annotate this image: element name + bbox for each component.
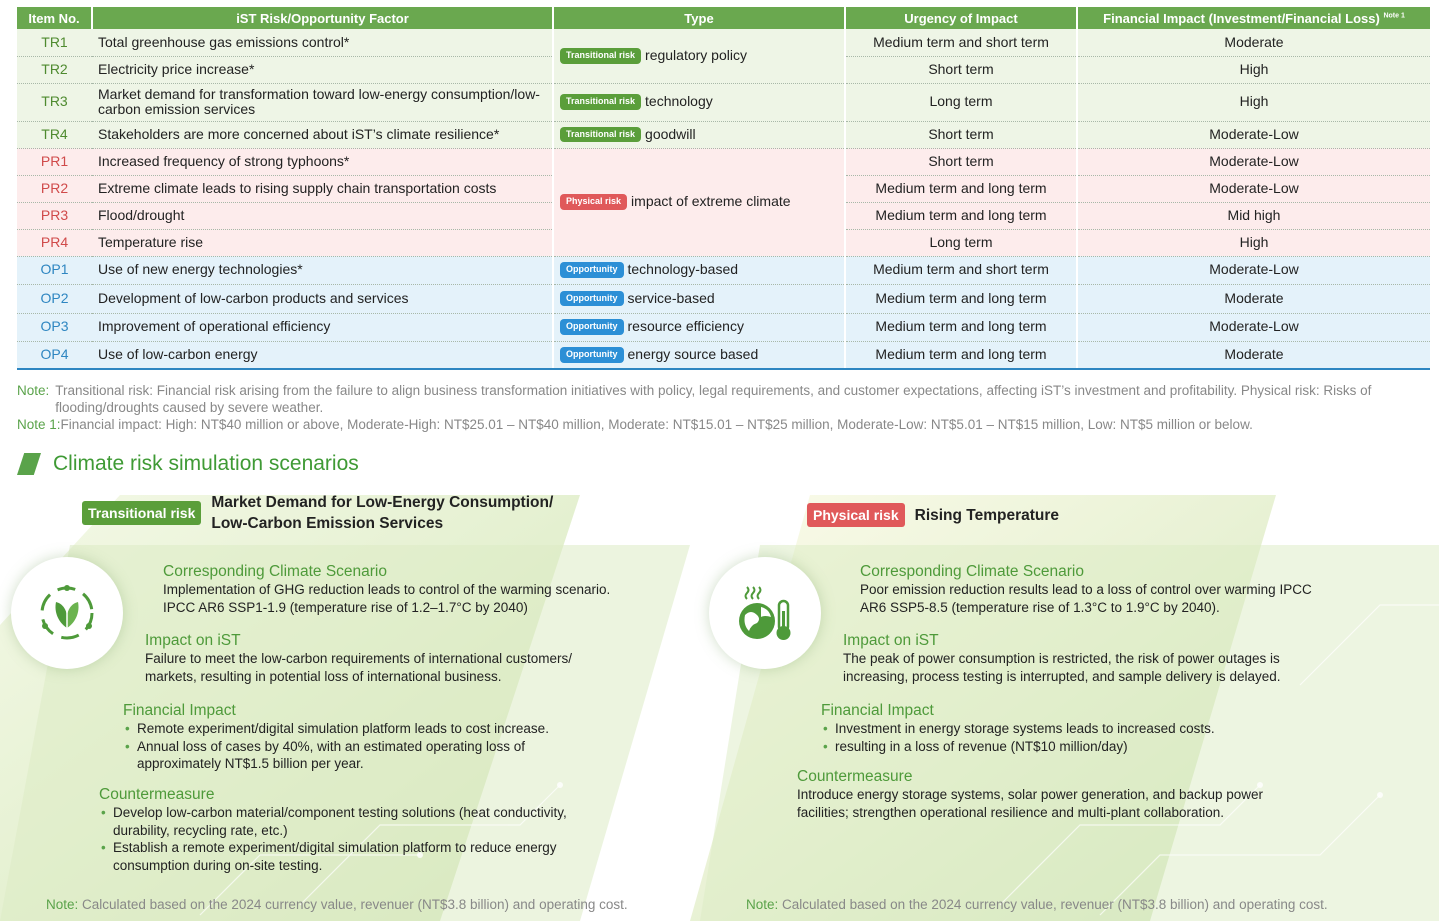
urgency-cell: Medium term and long term [845, 202, 1077, 229]
factor-cell: Increased frequency of strong typhoons* [92, 148, 553, 175]
table-row [17, 341, 1430, 369]
urgency-cell: Medium term and long term [845, 313, 1077, 341]
list-item: • Develop low-carbon material/component testing solutions (heat conductivity, [99, 804, 567, 822]
item-no: PR3 [17, 202, 92, 229]
left-title-line1: Market Demand for Low-Energy Consumption/ [211, 494, 554, 511]
type-cell [553, 313, 845, 341]
right-panel-tag: Physical risk [807, 503, 905, 527]
left-financial-list [123, 720, 549, 773]
right-financial-list [821, 720, 1215, 755]
right-scenario-block [860, 562, 1312, 616]
right-countermeasure-text-1: Introduce energy storage systems, solar power generation, and backup power [797, 787, 1264, 802]
list-item-continuation: consumption during on-site testing. [113, 857, 323, 873]
table-header-row [17, 7, 1430, 29]
financial-cell: Moderate-Low [1077, 313, 1430, 341]
urgency-cell: Medium term and long term [845, 175, 1077, 202]
financial-cell: Moderate-Low [1077, 256, 1430, 284]
right-impact-text-2: increasing, process testing is interrupted, and sample delivery is delayed. [843, 668, 1281, 684]
type-tag: Transitional risk [560, 94, 641, 110]
list-item: • Establish a remote experiment/digital simulation platform to reduce energy [99, 839, 567, 857]
left-scenario-heading: Corresponding Climate Scenario [163, 563, 388, 580]
type-tag: Opportunity [560, 319, 624, 335]
factor-cell: Temperature rise [92, 229, 553, 256]
list-item-continuation: durability, recycling rate, etc.) [113, 822, 288, 838]
item-no: PR4 [17, 229, 92, 256]
urgency-cell: Medium term and long term [845, 284, 1077, 313]
note-text: Transitional risk: Financial risk arising from the failure to align business transformation initiatives with policy, legal requirements, and customer expectations, affecting iST’s investment and profitability. Physical risk: Risks of flooding/droughts caused by severe weather. [55, 383, 1372, 415]
left-impact-text-2: markets, resulting in potential loss of international business. [145, 668, 502, 684]
table-row [17, 148, 1430, 175]
table-row [17, 83, 1430, 121]
type-text: goodwill [645, 125, 696, 142]
list-item-continuation: approximately NT$1.5 billion per year. [137, 756, 364, 771]
type-text: technology [645, 93, 713, 110]
left-panel-title [211, 492, 553, 534]
right-impact-block [843, 631, 1280, 685]
table-row [17, 284, 1430, 313]
factor-cell: Improvement of operational efficiency [92, 313, 553, 341]
financial-cell: High [1077, 229, 1430, 256]
header-urgency: Urgency of Impact [845, 7, 1077, 29]
type-tag: Opportunity [560, 347, 624, 363]
left-countermeasure-block [99, 785, 567, 874]
type-tag: Transitional risk [560, 48, 641, 64]
type-cell [553, 284, 845, 313]
type-text: service-based [627, 289, 715, 306]
financial-cell: Moderate [1077, 29, 1430, 56]
factor-cell: Market demand for transformation toward low-energy consumption/low-carbon emission services [92, 83, 553, 121]
left-impact-block [145, 631, 572, 685]
type-text: technology-based [627, 261, 739, 278]
financial-cell: Moderate [1077, 341, 1430, 369]
right-financial-block [821, 701, 1215, 755]
right-impact-heading: Impact on iST [843, 632, 939, 649]
type-cell [553, 148, 845, 256]
factor-cell: Extreme climate leads to rising supply chain transportation costs [92, 175, 553, 202]
financial-cell: Moderate-Low [1077, 175, 1430, 202]
factor-cell: Use of low-carbon energy [92, 341, 553, 369]
left-financial-block [123, 701, 549, 773]
financial-cell: Moderate-Low [1077, 148, 1430, 175]
type-text: impact of extreme climate [631, 193, 791, 210]
header-item-no: Item No. [17, 7, 92, 29]
left-title-line2: Low-Carbon Emission Services [211, 515, 444, 532]
item-no: TR2 [17, 56, 92, 83]
header-financial-note: Note 1 [1383, 12, 1405, 20]
type-tag: Opportunity [560, 262, 624, 278]
left-impact-heading: Impact on iST [145, 632, 241, 649]
financial-cell: Mid high [1077, 202, 1430, 229]
type-cell [553, 29, 845, 83]
list-item: • Remote experiment/digital simulation platform leads to cost increase. [123, 720, 549, 738]
table-row [17, 121, 1430, 148]
table-row [17, 29, 1430, 56]
item-no: OP4 [17, 341, 92, 369]
factor-cell: Stakeholders are more concerned about iST’s climate resilience* [92, 121, 553, 148]
list-item: • Investment in energy storage systems leads to increased costs. [821, 720, 1215, 738]
item-no: TR3 [17, 83, 92, 121]
urgency-cell: Short term [845, 56, 1077, 83]
section-title: Climate risk simulation scenarios [53, 452, 359, 475]
right-footnote-text: Calculated based on the 2024 currency value, revenuer (NT$3.8 billion) and operating cost. [782, 897, 1328, 912]
section-heading [17, 452, 359, 476]
financial-cell: High [1077, 56, 1430, 83]
urgency-cell: Medium term and long term [845, 341, 1077, 369]
right-scenario-text-2: AR6 SSP5-8.5 (temperature rise of 1.3°C to 1.9°C by 2040). [860, 599, 1220, 615]
item-no: OP3 [17, 313, 92, 341]
item-no: OP1 [17, 256, 92, 284]
header-financial [1077, 7, 1430, 29]
factor-cell: Development of low-carbon products and services [92, 284, 553, 313]
financial-cell: Moderate [1077, 284, 1430, 313]
table-row [17, 256, 1430, 284]
section-marker-icon [17, 453, 41, 475]
type-text: resource efficiency [627, 318, 744, 335]
right-panel-heading [807, 503, 1059, 527]
urgency-cell: Long term [845, 83, 1077, 121]
type-tag: Transitional risk [560, 127, 641, 143]
type-tag: Opportunity [560, 291, 624, 307]
factor-cell: Flood/drought [92, 202, 553, 229]
type-text: energy source based [627, 346, 759, 363]
table-row [17, 313, 1430, 341]
leaf-cycle-icon [11, 557, 123, 669]
note-label: Note: [17, 383, 50, 398]
left-countermeasure-list [99, 804, 567, 874]
right-impact-text-1: The peak of power consumption is restricted, the risk of power outages is [843, 651, 1280, 666]
left-footnote-text: Calculated based on the 2024 currency value, revenuer (NT$3.8 billion) and operating cost. [82, 897, 628, 912]
financial-cell: Moderate-Low [1077, 121, 1430, 148]
right-countermeasure-block [797, 767, 1263, 821]
left-scenario-text-1: Implementation of GHG reduction leads to control of the warming scenario. [163, 582, 611, 597]
factor-cell: Use of new energy technologies* [92, 256, 553, 284]
urgency-cell: Medium term and short term [845, 29, 1077, 56]
list-item: • Annual loss of cases by 40%, with an estimated operating loss of [123, 738, 549, 756]
urgency-cell: Short term [845, 148, 1077, 175]
factor-cell: Total greenhouse gas emissions control* [92, 29, 553, 56]
right-countermeasure-text-2: facilities; strengthen operational resilience and multi-plant collaboration. [797, 804, 1224, 820]
left-financial-heading: Financial Impact [123, 702, 236, 719]
note [17, 382, 1432, 416]
type-cell [553, 121, 845, 148]
item-no: OP2 [17, 284, 92, 313]
financial-cell: High [1077, 83, 1430, 121]
left-panel-heading [82, 492, 553, 534]
header-type: Type [553, 7, 845, 29]
note1-text: Financial impact: High: NT$40 million or above, Moderate-High: NT$25.01 – NT$40 million, Moderate: NT$15.01 – NT$25 million, Moderate-Low: NT$5.01 – NT$15 million, Low: NT$5 million or below. [60, 417, 1253, 432]
type-cell [553, 83, 845, 121]
left-footnote-label: Note: [46, 897, 79, 912]
left-scenario-block [163, 562, 610, 616]
left-impact-text-1: Failure to meet the low-carbon requirements of international customers/ [145, 651, 572, 666]
note-1 [17, 416, 1432, 433]
list-item: • resulting in a loss of revenue (NT$10 million/day) [821, 738, 1215, 756]
urgency-cell: Medium term and short term [845, 256, 1077, 284]
urgency-cell: Short term [845, 121, 1077, 148]
item-no: TR4 [17, 121, 92, 148]
right-financial-heading: Financial Impact [821, 702, 934, 719]
urgency-cell: Long term [845, 229, 1077, 256]
left-footnote [46, 897, 628, 912]
globe-thermometer-icon [709, 557, 821, 669]
left-countermeasure-heading: Countermeasure [99, 786, 215, 803]
left-scenario-text-2: IPCC AR6 SSP1-1.9 (temperature rise of 1.2–1.7°C by 2040) [163, 599, 528, 615]
right-countermeasure-heading: Countermeasure [797, 768, 913, 785]
right-panel-title: Rising Temperature [914, 506, 1060, 524]
type-text: regulatory policy [645, 47, 747, 64]
risk-opportunity-table [17, 7, 1430, 370]
left-panel-tag: Transitional risk [82, 501, 201, 525]
right-footnote [746, 897, 1328, 912]
item-no: PR2 [17, 175, 92, 202]
item-no: TR1 [17, 29, 92, 56]
right-footnote-label: Note: [746, 897, 779, 912]
note1-label: Note 1: [17, 417, 61, 432]
item-no: PR1 [17, 148, 92, 175]
right-scenario-heading: Corresponding Climate Scenario [860, 563, 1085, 580]
type-tag: Physical risk [560, 194, 627, 210]
type-cell [553, 341, 845, 369]
table-notes [17, 382, 1432, 433]
factor-cell: Electricity price increase* [92, 56, 553, 83]
header-factor: iST Risk/Opportunity Factor [92, 7, 553, 29]
right-scenario-text-1: Poor emission reduction results lead to a loss of control over warming IPCC [860, 582, 1312, 597]
type-cell [553, 256, 845, 284]
header-financial-label: Financial Impact (Investment/Financial Loss) [1103, 10, 1380, 26]
